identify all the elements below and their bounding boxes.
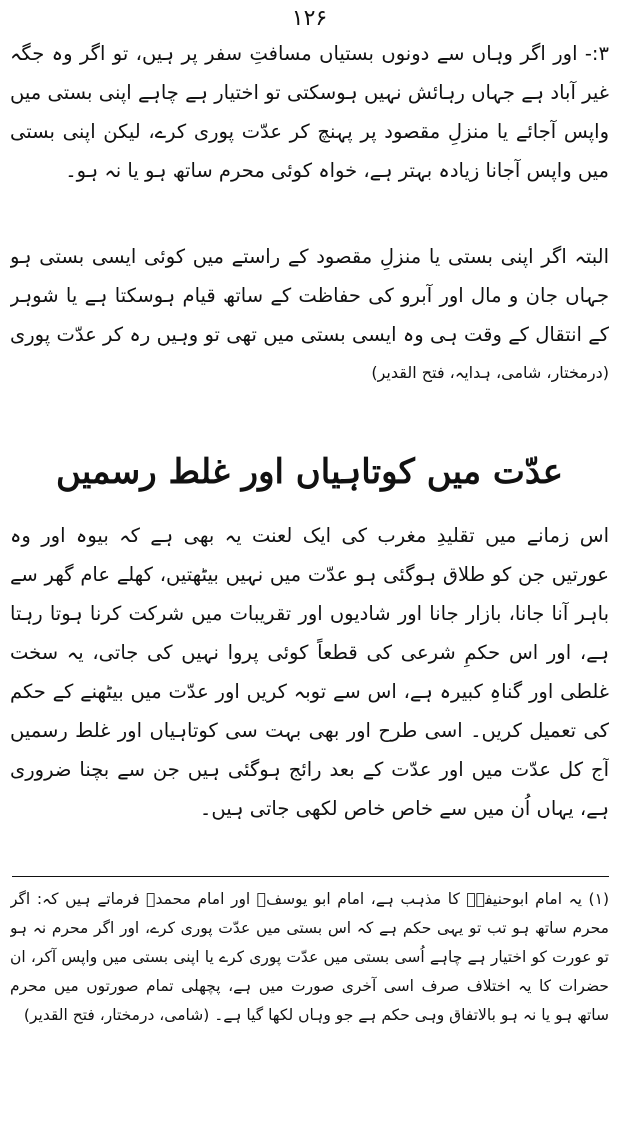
paragraph-exception bbox=[10, 237, 609, 354]
page-number: ۱۲۶ bbox=[291, 6, 328, 31]
paragraph-shortcomings: اس زمانے میں تقلیدِ مغرب کی ایک لعنت یہ بھی ہے کہ بیوہ اور وہ عورتیں جن کو طلاق ہوگئی ہو عدّت میں نہیں بیٹھتیں، کھلے عام گھر سے باہر آنا جانا، بازار جانا اور شادیوں اور تقریبات میں شرکت کرنا ہوتا رہتا ہے، اور اس حکمِ شرعی کی قطعاً کوئی پروا نہیں کی جاتی، یہ سخت غلطی اور گناہِ کبیرہ ہے، اس سے توبہ کریں اور عدّت میں بیٹھنے کے حکم کی تعمیل کریں۔ اسی طرح اور بھی بہت سی کوتاہیاں اور غلط رسمیں آج کل عدّت میں اور عدّت کے بعد رائج ہوگئی ہیں جن سے بچنا ضروری ہے، یہاں اُن میں سے خاص خاص لکھی جاتی ہیں۔ bbox=[10, 524, 609, 820]
footnote-text: (۱) یہ امام ابوحنیفہؒ کا مذہب ہے، امام ابو یوسفؒ اور امام محمدؒ فرماتے ہیں کہ: اگر محرم ساتھ ہو تب تو یہی حکم ہے کہ اس بستی میں عدّت پوری کرے، اور اگر محرم نہ ہو تو عورت کو اختیار ہے چاہے اُسی بستی میں عدّت پوری کرے یا اپنی بستی میں واپس آکر، ان حضرات کا یہ اختلاف صرف اسی آخری صورت میں ہے، پچھلی تمام صورتوں میں محرم ساتھ ہو یا نہ ہو بالاتفاق وہی حکم ہے جو وہاں لکھا گیا ہے۔ (شامی، درمختار، فتح القدیر) bbox=[10, 890, 609, 1024]
paragraph-rule-3: ۳:- اور اگر وہاں سے دونوں بستیاں مسافتِ سفر پر ہیں، تو اگر وہ جگہ غیر آباد ہے جہاں رہائش نہیں ہوسکتی تو اختیار ہے چاہے اپنی بستی میں واپس آجائے یا منزلِ مقصود پر پہنچ کر عدّت پوری کرے، لیکن اپنی بستی میں واپس آجانا زیادہ بہتر ہے، خواہ کوئی محرم ساتھ ہو یا نہ ہو۔ bbox=[10, 42, 609, 182]
source-citation: (درمختار، شامی، ہدایہ، فتح القدیر) bbox=[371, 363, 609, 382]
paragraph-exception-text: البتہ اگر اپنی بستی یا منزلِ مقصود کے راستے میں کوئی ایسی بستی ہو جہاں جان و مال اور آبرو کی حفاظت کے ساتھ قیام ہوسکتا ہے یا شوہر کے انتقال کے وقت ہی وہ ایسی بستی میں تھی تو وہیں رہ کر عدّت پوری bbox=[10, 245, 609, 346]
footnote-divider bbox=[12, 876, 609, 877]
section-heading: عدّت میں کوتاہیاں اور غلط رسمیں bbox=[55, 452, 564, 492]
